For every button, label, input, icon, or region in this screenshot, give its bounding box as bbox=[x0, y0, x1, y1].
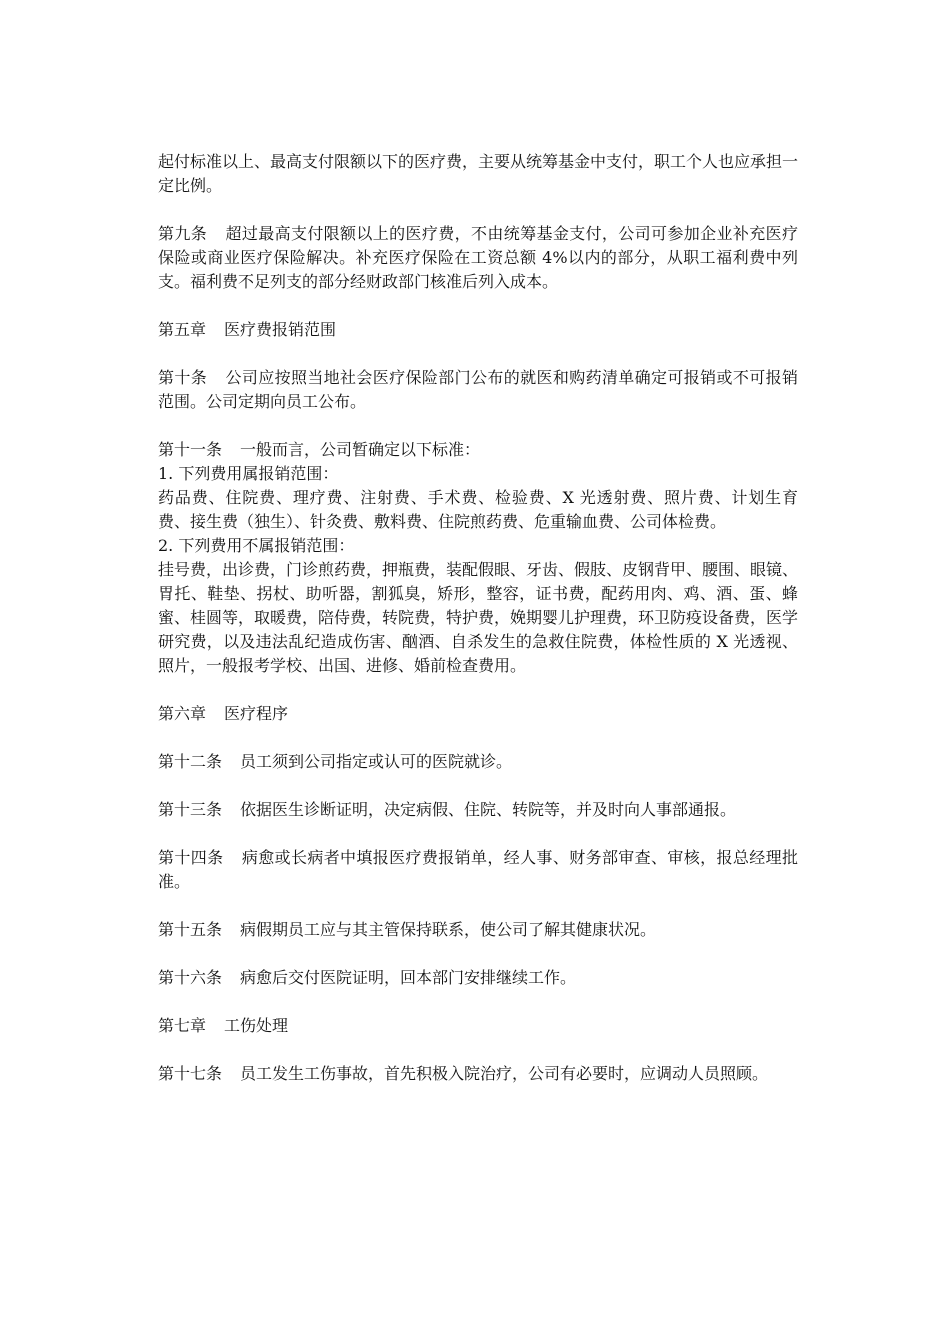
chapter-title: 工伤处理 bbox=[224, 1016, 289, 1035]
chapter-5-heading bbox=[158, 318, 798, 342]
article-13 bbox=[158, 798, 798, 822]
article-text: 员工须到公司指定或认可的医院就诊。 bbox=[240, 752, 513, 771]
paragraph-text: 起付标准以上、最高支付限额以下的医疗费，主要从统筹基金中支付，职工个人也应承担一定比例。 bbox=[158, 152, 799, 195]
chapter-label: 第五章 bbox=[158, 320, 207, 339]
article-text: 员工发生工伤事故，首先积极入院治疗，公司有必要时，应调动人员照顾。 bbox=[240, 1064, 769, 1083]
article-17 bbox=[158, 1062, 798, 1086]
article-label: 第十六条 bbox=[158, 968, 223, 987]
article-12 bbox=[158, 750, 798, 774]
chapter-title: 医疗费报销范围 bbox=[224, 320, 337, 339]
document-page bbox=[158, 150, 798, 1086]
article-11 bbox=[158, 438, 798, 678]
article-15 bbox=[158, 918, 798, 942]
list-item-heading-2: 2. 下列费用不属报销范围： bbox=[158, 536, 355, 555]
article-11-intro bbox=[158, 438, 798, 462]
chapter-label: 第七章 bbox=[158, 1016, 207, 1035]
article-label: 第十七条 bbox=[158, 1064, 223, 1083]
chapter-title: 医疗程序 bbox=[224, 704, 289, 723]
article-label: 第十四条 bbox=[158, 848, 224, 867]
article-label: 第十条 bbox=[158, 368, 208, 387]
article-10 bbox=[158, 366, 798, 414]
article-text: 病愈或长病者中填报医疗费报销单，经人事、财务部审查、审核，报总经理批准。 bbox=[158, 848, 798, 891]
chapter-label: 第六章 bbox=[158, 704, 207, 723]
article-label: 第十二条 bbox=[158, 752, 223, 771]
article-text: 超过最高支付限额以上的医疗费，不由统筹基金支付，公司可参加企业补充医疗保险或商业医疗保险解决。补充医疗保险在工资总额 4%以内的部分，从职工福利费中列支。福利费不足列支的部分经财政部门核准后列入成本。 bbox=[158, 224, 798, 291]
article-label: 第九条 bbox=[158, 224, 208, 243]
list-item-heading-1: 1. 下列费用属报销范围： bbox=[158, 464, 339, 483]
article-text: 一般而言，公司暂确定以下标准： bbox=[240, 440, 481, 459]
article-text: 病愈后交付医院证明，回本部门安排继续工作。 bbox=[240, 968, 577, 987]
article-16 bbox=[158, 966, 798, 990]
chapter-7-heading bbox=[158, 1014, 798, 1038]
article-9 bbox=[158, 222, 798, 294]
article-text: 依据医生诊断证明，决定病假、住院、转院等，并及时向人事部通报。 bbox=[240, 800, 737, 819]
article-label: 第十三条 bbox=[158, 800, 223, 819]
article-text: 病假期员工应与其主管保持联系，使公司了解其健康状况。 bbox=[240, 920, 657, 939]
article-14 bbox=[158, 846, 798, 894]
chapter-6-heading bbox=[158, 702, 798, 726]
article-text: 公司应按照当地社会医疗保险部门公布的就医和购药清单确定可报销或不可报销范围。公司定期向员工公布。 bbox=[158, 368, 798, 411]
list-item-body-1: 药品费、住院费、理疗费、注射费、手术费、检验费、X 光透射费、照片费、计划生育费、接生费（独生）、针灸费、敷料费、住院煎药费、危重输血费、公司体检费。 bbox=[158, 488, 798, 531]
paragraph-intro bbox=[158, 150, 798, 198]
article-label: 第十一条 bbox=[158, 440, 223, 459]
article-label: 第十五条 bbox=[158, 920, 223, 939]
list-item-body-2: 挂号费，出诊费，门诊煎药费，押瓶费，装配假眼、牙齿、假肢、皮钢背甲、腰围、眼镜、胃托、鞋垫、拐杖、助听器，割狐臭，矫形，整容，证书费，配药用肉、鸡、酒、蛋、蜂蜜、桂圆等，取暖费，陪侍费，转院费，特护费，娩期婴儿护理费，环卫防疫设备费，医学研究费，以及违法乱纪造成伤害、酗酒、自杀发生的急救住院费，体检性质的 X 光透视、照片，一般报考学校、出国、进修、婚前检查费用。 bbox=[158, 560, 799, 675]
